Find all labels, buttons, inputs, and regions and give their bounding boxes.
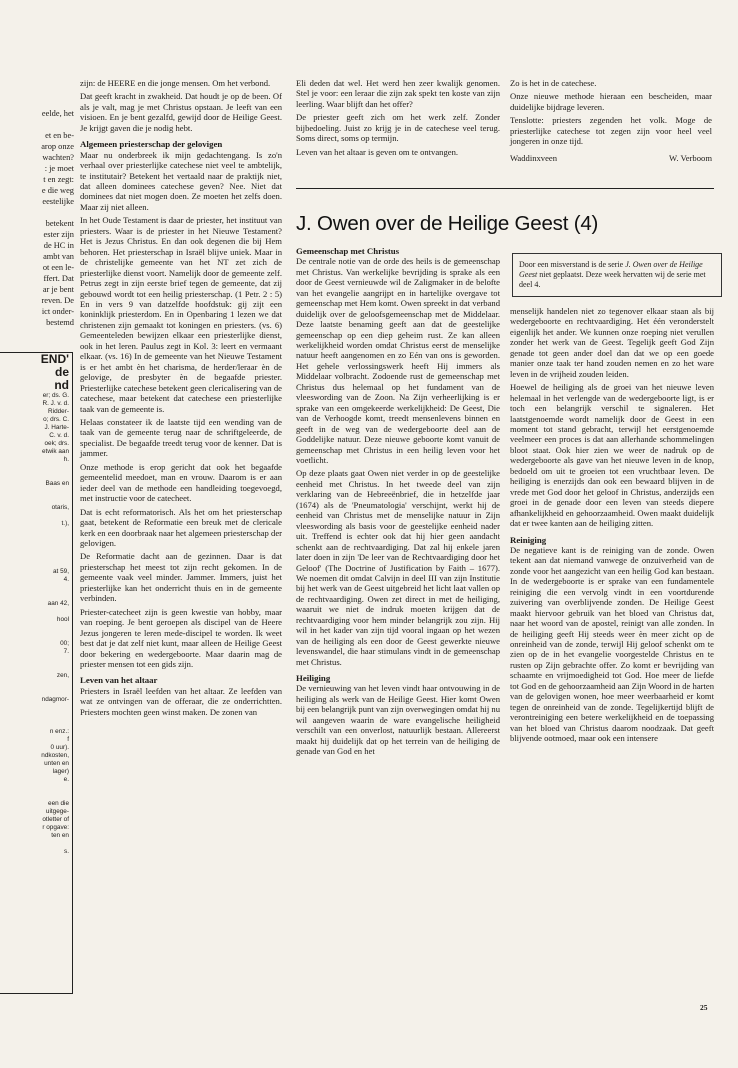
colophon-line <box>0 720 72 728</box>
adjacent-line: wachten? <box>42 153 74 162</box>
section-heading: Reiniging <box>510 534 547 545</box>
adjacent-line: reven. De <box>41 296 74 305</box>
colophon-line <box>0 680 72 688</box>
paragraph: De Reformatie dacht aan de gezinnen. Daar is dat priesterschap het meest tot zijn recht gekomen. In de gemeente vaak veel minder. Jammer. Immers, juist het priesterlijke kan het onderricht thuis en in de gemeente verbinden. <box>80 551 282 604</box>
signoff <box>510 153 712 163</box>
colophon-line: er; ds. G. <box>42 392 69 399</box>
colophon-line: o; drs. C. <box>43 416 69 423</box>
colophon-line: lager) <box>52 768 69 775</box>
colophon-line <box>0 584 72 592</box>
adjacent-line: ambt van <box>43 252 74 261</box>
adjacent-line: bestemd <box>46 318 74 327</box>
colophon-headline: nd <box>54 378 69 392</box>
adjacent-line: ar je bent <box>42 285 74 294</box>
adjacent-line: t en zegt: <box>43 175 74 184</box>
column-1 <box>80 78 282 720</box>
colophon-line <box>0 688 72 696</box>
colophon-line <box>0 552 72 560</box>
colophon-line: een die <box>48 800 69 807</box>
colophon-line <box>0 464 72 472</box>
adjacent-line <box>0 207 74 218</box>
paragraph: Onze nieuwe methode hieraan een bescheiden, maar duidelijke bijdrage leveren. <box>510 91 712 112</box>
notice-text: Door een misverstand is de serie <box>519 260 626 269</box>
colophon-line: 00; <box>60 640 69 647</box>
adjacent-line: eestelijke <box>42 197 74 206</box>
colophon-headline: de <box>54 365 69 379</box>
colophon-line <box>0 512 72 520</box>
paragraph: De vernieuwing van het leven vindt haar ontvouwing in de heiliging als werk van de Heilige Geest. Hier komt Owen bij een belangrijk punt van zijn overwegingen omdat hij nu wil aangeven waarin de ware evangelische heiligheid verschilt van een onverlost, natuurlijk bestaan. Allereerst maakt hij duidelijk dat op het terrein van de heiliging de genade van God en het <box>296 683 500 757</box>
colophon-line: etwik aan <box>42 448 69 455</box>
colophon-line: zen, <box>56 672 69 679</box>
colophon-line <box>0 656 72 664</box>
paragraph: Hoewel de heiliging als de groei van het nieuwe leven helemaal in het verlengde van de wedergeboorte ligt, is er toch een belangrijk verschil te signaleren. Het laatstgenoemde wordt namelijk door de Geest in een moment tot stand gebracht, terwijl het eerstgenoemde veelmeer een proces is dat aan allerhande schommelingen bloot staat. Ook hier zien we weer de nadruk op de wedergeboorte als gave van het nieuwe leven in de knop, bedoeld om uit te groeien tot een vruchtbaar leven. De heiliging is enerzijds dan ook een bewaard blijven in de vrede met God door het geloof in Christus, anderzijds een groei in de genade door een leven van steeds diepere afhankelijkheid en gehoorzaamheid. Owen maakt duidelijk dat er twee kanten aan de heiliging zitten. <box>510 382 714 529</box>
colophon-line <box>0 536 72 544</box>
colophon-line <box>0 496 72 504</box>
notice-text: niet geplaatst. Deze week hervatten wij de serie met deel 4. <box>519 270 706 289</box>
adjacent-line: : je moet <box>44 164 74 173</box>
paragraph: De centrale notie van de orde des heils is de gemeenschap met Christus. Van werkelijke bevrijding is sprake als een door de Geest vernieuwde wil de Zaligmaker in de belofte van het evangelie aangrijpt en in hartelijke overgave tot gemeenschap met Hem komt. Owen spreekt in dat verband duidelijk over de geloofsgemeenschap met de Middelaar. Deze laatste benaming geeft aan dat de geestelijke gemeenschap op een diep geheim rust. Ze kan alleen werkelijkheid worden omdat Christus eerst de menselijke natuur heeft aangenomen en zo Eén van ons is geworden. Het gehele verlossingswerk heeft Hij immers als Middelaar volbracht. Zodoende rust de gemeenschap met Christus dus helemaal op het fundament van de vleeswording van de Zoon. Na Zijn verheerlijking is er sprake van een omgekeerde werkelijkheid: De Geest, Die van de Verhoogde komt, treedt mensenlevens binnen en geeft in de weg van de wedergeboorte deel aan de Goddelijke natuur. Deze nieuwe geboorte komt vanuit de gemeenschap met Christus in een heilig leven voor het voetlicht. <box>296 256 500 466</box>
adjacent-line: ict onder- <box>41 307 74 316</box>
colophon-line: Baas en <box>45 480 69 487</box>
colophon-line <box>0 544 72 552</box>
adjacent-line: betekent <box>45 219 74 228</box>
adjacent-colophon-box <box>0 352 73 994</box>
paragraph: Priesters in Israël leefden van het altaar. Ze leefden van wat ze ontvingen van de offeraar, die ze onderrichtten. Priesters mochten geen winst maken. De zonen van <box>80 685 282 717</box>
colophon-line: t.), <box>61 520 69 527</box>
colophon-line <box>0 792 72 800</box>
adjacent-line: arop onze <box>41 142 74 151</box>
colophon-line: n enz.: <box>49 728 69 735</box>
paragraph: Tenslotte: priesters zegenden het volk. Moge de priesterlijke catechese tot zegen zijn voor heel veel jongeren in onze tijd. <box>510 115 712 147</box>
adjacent-line: de HC in <box>43 241 74 250</box>
adjacent-line: e die weg <box>41 186 74 195</box>
column-3-top <box>510 78 712 163</box>
paragraph: Maar nu onderbreek ik mijn gedachtengang. Is zo'n verhaal over priesterlijke catechese niet veel te ambtelijk, te institutair? Betekent het vertaald naar de praktijk niet, dat alleen dominees catechese geven? Nee. Niet dat dominees dat niet mogen doen. Ze moeten het zelfs doen. Maar zij niet alleen. <box>80 149 282 212</box>
section-heading: Leven van het altaar <box>80 675 158 686</box>
colophon-line: ndkosten, <box>41 752 69 759</box>
notice-series-title: J. Owen over de Heilige Geest <box>519 260 703 279</box>
paragraph: Dat geeft kracht in zwakheid. Dat houdt je op de been. Of als je valt, mag je met Christus opstaan. Je leeft van een visioen. En je bent gezalfd, gewijd door de Heilige Geest. Je krijgt gaven die je nodig hebt. <box>80 91 282 133</box>
colophon-line <box>0 592 72 600</box>
colophon-line: Ridder- <box>48 408 69 415</box>
adjacent-line: ffert. Dat <box>43 274 74 283</box>
colophon-line: otletter of <box>42 816 69 823</box>
colophon-line: uitgege- <box>45 808 69 815</box>
section-heading: Heiliging <box>296 673 331 684</box>
colophon-line: otaris, <box>51 504 69 511</box>
article-title: J. Owen over de Heilige Geest (4) <box>296 212 599 235</box>
colophon-line <box>0 488 72 496</box>
paragraph: De negatieve kant is de reiniging van de zonde. Owen tekent aan dat niemand vanwege de onzuiverheid van de zonde voor het aangezicht van een heilig God kan bestaan. In de wedergeboorte is er sprake van een fundamentele reiniging die een vervolg vindt in een voortdurende zuivering van overblijvende zonden. De Heilige Geest maakt hiervoor gebruik van het bloed van Christus dat, naar het woord van de apostel, reinigt van alle zonden. In de heiliging geeft Hij steeds weer èn meer zicht op de onreinheid van de zonde, terwijl Hij geloof schenkt om te zien op de in het evangelie voorgestelde Christus en te rusten op Zijn gebrachte offer. Zo komt er bevrijding van schaamte en vrijmoedigheid tot God. Hoe meer de liefde tot God en de gehoorzaamheid aan Zijn Woord in de harten van de gelovigen wonen, hoe meer weerbaarheid er komt tegen de onreinheid van de zonde. Tegelijkertijd blijft de verontreiniging een betere werkelijkheid en de toepassing van het bloed van Christus daarom noodzaak. Dat geeft blijvende ootmoed, maar ook een intensere <box>510 544 714 744</box>
section-heading: Gemeenschap met Christus <box>296 246 400 256</box>
paragraph: Eli deden dat wel. Het werd hen zeer kwalijk genomen. Stel je voor: een leraar die zijn zak spekt ten koste van zijn leerling. Waar blijft dan het offer? <box>296 78 500 109</box>
colophon-line <box>0 784 72 792</box>
colophon-headline: END' <box>40 352 69 366</box>
adjacent-line: ot een le- <box>42 263 74 272</box>
paragraph: In het Oude Testament is daar de priester, het instituut van priesters. Waar is de priester in het Nieuwe Testament? Het is Jezus Christus. En dan ook degenen die bij Hem behoren. Het priesterschap in Israël blijve uniek. Maar in de christelijke gemeente van het NT zet zich de priesterlijke dienst voort. Namelijk door de gemeente zelf. Petrus zegt in zijn eerste brief tegen de gemeente, dat zij gebouwd wordt tot een heilig priesterschap. (1 Petr. 2 : 5) En in vers 9 van datzelfde hoofdstuk: gij zijt een koninklijk priesterdom. En in Openbaring 1 lezen we dat christenen zijn gemaakt tot koningen en priesters. (vs. 6) Gemeenteleden bewijzen elkaar een priesterlijke dienst, ook in het leren. Paulus zegt in Kol. 3: leert en vermaant elkaar. (vs. 16) In de gemeente van het Nieuwe Testament is er het ambt èn het charisma, de herder/leraar èn de gelovige, de presbyter èn de begaafde priester. Priesterlijke catechese betekent geen clericalisering van de catechese, maar betekent dat catechese een priesterlijke taak van de gemeente is. <box>80 215 282 414</box>
colophon-line <box>0 712 72 720</box>
adjacent-page-text <box>0 108 74 328</box>
editorial-notice <box>512 253 722 297</box>
paragraph: zijn: de HEERE en die jonge mensen. Om het verbond. <box>80 78 271 88</box>
paragraph: Leven van het altaar is geven om te ontvangen. <box>296 146 459 157</box>
colophon-lines <box>0 392 72 856</box>
colophon-line: at 59, <box>53 568 69 575</box>
colophon-line <box>0 840 72 848</box>
colophon-line <box>0 560 72 568</box>
adjacent-line: et en be- <box>45 131 74 140</box>
colophon-line: J. Harte- <box>44 424 69 431</box>
colophon-line <box>0 624 72 632</box>
colophon-line: h. <box>63 456 69 463</box>
paragraph: Helaas constateer ik de laatste tijd een wending van de taak van de gemeente terug naar de schriftgeleerde, de specialist. De begaafde treedt terug voor de kenner. Dat is jammer. <box>80 417 282 459</box>
article-column-b <box>510 306 714 747</box>
section-heading: Algemeen priesterschap der gelovigen <box>80 139 223 150</box>
colophon-line: e. <box>63 776 69 783</box>
adjacent-line: eelde, het <box>41 109 74 118</box>
page-number: 25 <box>700 1003 708 1012</box>
colophon-line: ten en <box>51 832 69 839</box>
colophon-line: 4. <box>63 576 69 583</box>
colophon-line: 7. <box>63 648 69 655</box>
colophon-line: oek; drs. <box>44 440 69 447</box>
colophon-line: aan 42, <box>47 600 69 607</box>
adjacent-line: ester zijn <box>43 230 74 239</box>
paragraph: Op deze plaats gaat Owen niet verder in op de geestelijke eenheid met Christus. In het tweede deel van zijn verklaring van de Hebreeënbrief, die in hetzelfde jaar (1674) als de 'Pneumatologia' verschijnt, werkt hij de eenheid van Christus met de menselijke natuur in Zijn vleeswording als basis voor de geestelijke eenheid nader uit. Treffend is echter ook dat hij hier geen aandacht schenkt aan de rechtvaardiging. Dat zal hij enkele jaren later doen in zijn 'De leer van de Rechtvaardiging door het Geloof' (The Doctrine of Justification by Faith – 1677). We noemen dit omdat Calvijn in deel III van zijn Institutie bij het werk van de Geest uitgebreid het licht laat vallen op de rechtvaardiging. Owen zet direct in met de heiliging, waaruit we niet de indruk moeten krijgen dat de rechtvaardiging voor hem minder belangrijk zou zijn. Hij wil in het kader van zijn tijd vooral ingaan op het wezen van de heiliging als een door de Geest gewerkte nieuwe levenswandel, die haar stimulans vindt in de gemeenschap met Christus. <box>296 468 500 667</box>
colophon-line <box>0 608 72 616</box>
colophon-line: s. <box>64 848 69 855</box>
colophon-line: C. v. d. <box>49 432 69 439</box>
paragraph: Onze methode is erop gericht dat ook het begaafde gemeentelid meedoet, man en vrouw. Daarom is er aan ieder deel van de methode een handleiding toegevoegd, met instructie voor de catecheet. <box>80 461 282 504</box>
article-divider <box>296 188 714 189</box>
colophon-line: 0 uur). <box>50 744 69 751</box>
paragraph: Zo is het in de catechese. <box>510 78 597 88</box>
colophon-line <box>0 632 72 640</box>
colophon-line <box>0 528 72 536</box>
signoff-author: W. Verboom <box>669 152 712 163</box>
colophon-line <box>0 664 72 672</box>
article-column-a <box>296 246 500 760</box>
paragraph: Priester-catecheet zijn is geen kwestie van hobby, maar van roeping. Je bent geroepen als discipel van de Heere Jezus jongeren te leren mede-discipel te worden. Ik weet best dat je dat zelf niet kunt, maar alleen de Heilige Geest door bekering en wedergeboorte. Maar daarin mag de priester mensen tot een gids zijn. <box>80 606 282 669</box>
adjacent-line <box>0 119 74 130</box>
paragraph: Dat is echt reformatorisch. Als het om het priesterschap gaat, betekent de Reformatie een breuk met de clericale kerk en een doorbraak naar het algemeen priesterschap der gelovigen. <box>80 506 282 548</box>
column-2-top <box>296 78 500 160</box>
colophon-line: hool <box>56 616 69 623</box>
colophon-line <box>0 704 72 712</box>
signoff-place: Waddinxveen <box>510 152 558 163</box>
colophon-line: ndagmor- <box>41 696 69 703</box>
paragraph: De priester geeft zich om het werk zelf. Zonder bijbedoeling. Juist zo krijg je in de catechese veel terug. Soms direct, soms op termijn. <box>296 112 500 144</box>
colophon-line: unten en <box>44 760 69 767</box>
colophon-line: R. J. v. d. <box>42 400 69 407</box>
colophon-line: f <box>67 736 69 743</box>
colophon-line <box>0 472 72 480</box>
paragraph: menselijk handelen niet zo tegenover elkaar staan als bij wedergeboorte en rechtvaardiging. Het één veronderstelt eigenlijk het ander. We kunnen onze roeping niet verullen zonder het werk van de Geest. Tegelijk geeft God Zijn genade tot geen ander doel dan dat we op een goede manier onze taak ter hand zouden nemen en zo het ware leven in de vrijheid zouden leiden. <box>510 306 714 379</box>
colophon-line: r opgave: <box>42 824 69 831</box>
